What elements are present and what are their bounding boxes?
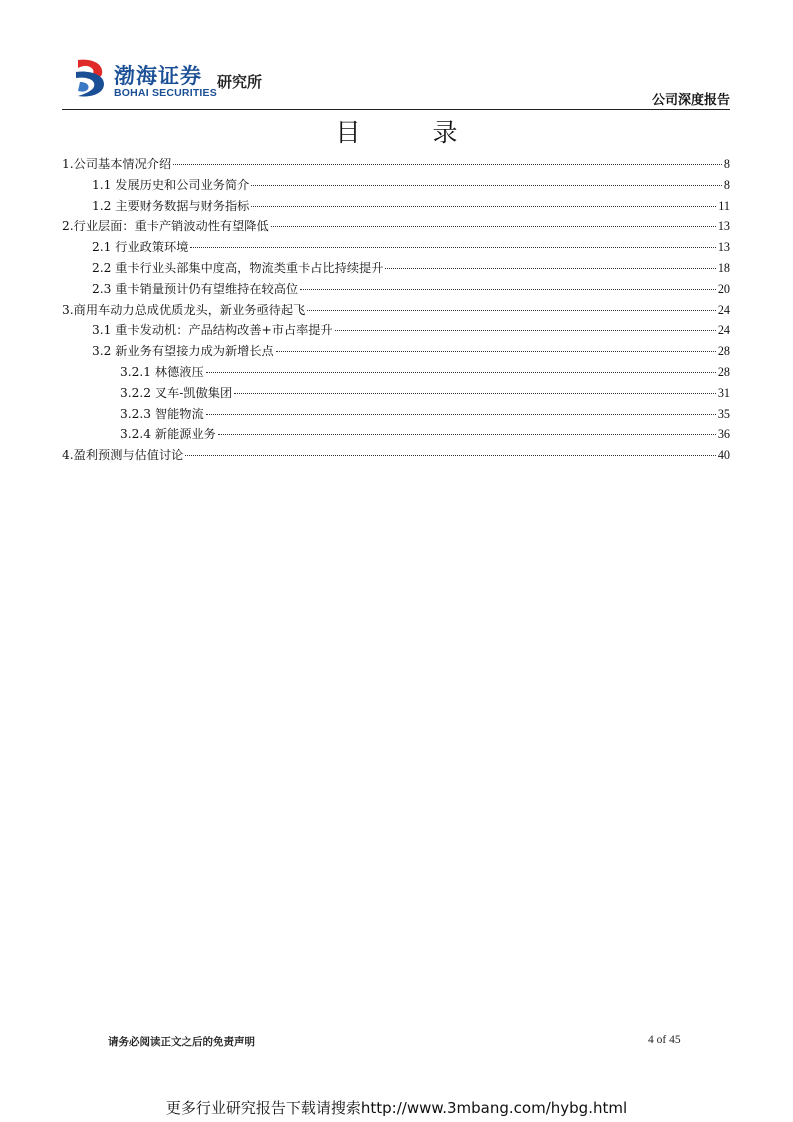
toc-entry-label: 3.2 新业务有望接力成为新增长点 [92,344,274,359]
toc-leader-dots [206,372,716,373]
toc-leader-dots [173,164,722,165]
toc-entry-page: 8 [723,177,730,192]
toc-entry-page: 24 [717,302,730,317]
toc-entry[interactable] [62,362,730,383]
toc-leader-dots [234,393,716,394]
toc-leader-dots [185,455,715,456]
disclaimer-note: 请务必阅读正文之后的免责声明 [108,1036,255,1048]
bohai-logo-icon [74,58,108,98]
toc-entry-label: 2.行业层面：重卡产销波动性有望降低 [62,219,269,234]
toc-entry-label: 3.2.2 叉车-凯傲集团 [120,385,233,400]
logo-department: 研究所 [217,73,263,91]
toc-title: 目 录 [335,118,490,147]
toc-leader-dots [271,226,716,227]
toc-entry-page: 35 [717,406,730,421]
toc-entry-label: 1.1 发展历史和公司业务简介 [92,177,250,192]
report-type: 公司深度报告 [651,93,730,108]
toc-entry-page: 36 [717,427,730,442]
toc-entry-page: 13 [717,240,730,255]
toc-leader-dots [276,351,716,352]
toc-entry-label: 2.3 重卡销量预计仍有望维持在较高位 [92,281,299,296]
toc-entry[interactable] [62,383,730,404]
toc-entry[interactable] [62,237,730,258]
toc-entry-label: 1.2 主要财务数据与财务指标 [92,198,250,213]
page-number: 4 of 45 [648,1034,681,1046]
toc-entry-page: 31 [717,385,730,400]
logo-chinese-name: 渤海证券 [114,63,202,88]
toc-entry[interactable] [62,279,730,300]
toc-entry-page: 8 [723,157,730,171]
toc-leader-dots [190,247,715,248]
toc-entry[interactable] [62,341,730,362]
toc-leader-dots [251,206,716,207]
header-divider [62,109,730,110]
toc-entry-page: 28 [717,364,730,379]
toc-entry[interactable] [62,320,730,341]
page-header [62,52,730,110]
toc-entry-label: 3.1 重卡发动机：产品结构改善+市占率提升 [92,323,333,338]
toc-entry[interactable] [62,424,730,445]
toc-entry[interactable] [62,300,730,321]
toc-entry-label: 1.公司基本情况介绍 [62,157,172,171]
toc-leader-dots [206,414,716,415]
toc-entry-page: 28 [717,344,730,359]
toc-leader-dots [218,434,716,435]
toc-entry-page: 11 [718,198,730,213]
toc-entry-page: 18 [717,260,730,275]
toc-entry[interactable] [62,196,730,217]
toc-entry-label: 3.2.1 林德液压 [120,364,204,379]
toc-entry-label: 2.2 重卡行业头部集中度高，物流类重卡占比持续提升 [92,260,384,275]
toc-leader-dots [335,330,716,331]
toc-entry[interactable] [62,258,730,279]
toc-entry-label: 3.商用车动力总成优质龙头，新业务亟待起飞 [62,302,306,317]
toc-entry[interactable] [62,154,730,175]
toc-entry-page: 20 [717,281,730,296]
table-of-contents [62,154,730,466]
toc-entry[interactable] [62,404,730,425]
toc-leader-dots [385,268,715,269]
toc-entry[interactable] [62,445,730,466]
logo-english-name: BOHAI SECURITIES [114,87,217,99]
toc-entry-page: 24 [717,323,730,338]
toc-entry-label: 3.2.4 新能源业务 [120,427,216,442]
toc-entry-label: 4.盈利预测与估值讨论 [62,448,184,463]
toc-entry-label: 3.2.3 智能物流 [120,406,204,421]
toc-entry-page: 13 [717,219,730,234]
toc-entry[interactable] [62,175,730,196]
toc-entry-page: 40 [717,448,730,463]
toc-leader-dots [300,289,716,290]
toc-entry[interactable] [62,216,730,237]
toc-leader-dots [251,185,722,186]
download-notice[interactable]: 更多行业研究报告下载请搜索http://www.3mbang.com/hybg.html [165,1099,628,1117]
toc-leader-dots [307,310,716,311]
toc-entry-label: 2.1 行业政策环境 [92,240,189,255]
